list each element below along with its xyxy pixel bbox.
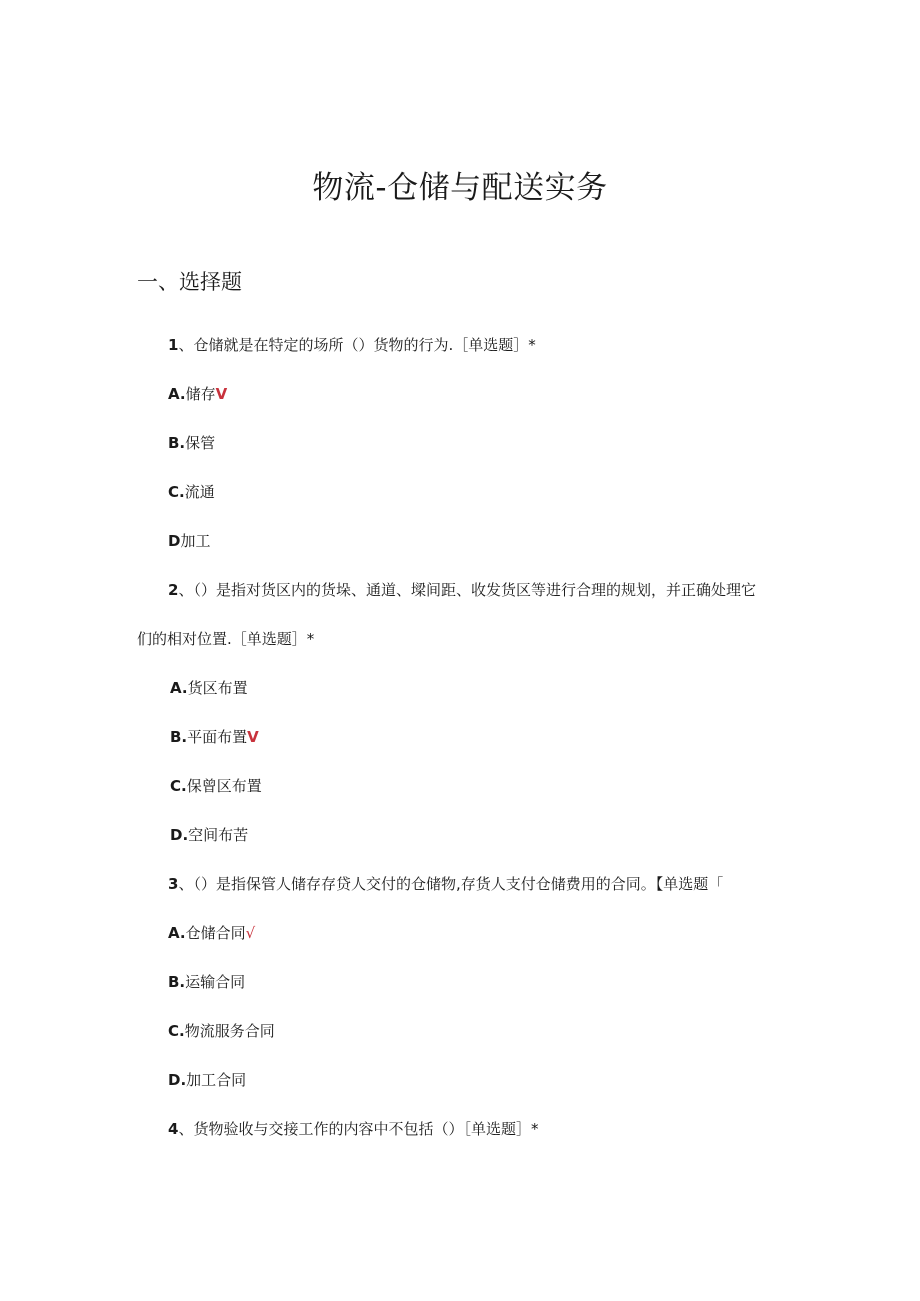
question-2 xyxy=(168,579,756,601)
option-1c xyxy=(168,481,215,503)
option-text: 保曾区布置 xyxy=(186,777,262,795)
option-letter: D xyxy=(168,532,181,550)
option-letter: A. xyxy=(168,924,186,942)
option-text: 平面布置 xyxy=(187,728,248,746)
option-text: 保管 xyxy=(185,434,216,452)
option-1b xyxy=(168,432,215,454)
option-text: 储存 xyxy=(185,385,216,403)
question-text: 、货物验收与交接工作的内容中不包括（）［单选题］* xyxy=(178,1120,539,1138)
question-4 xyxy=(168,1118,538,1140)
option-text: 物流服务合同 xyxy=(184,1022,275,1040)
option-text: 加工 xyxy=(180,532,211,550)
correct-mark-icon: √ xyxy=(245,924,256,942)
question-number: 3 xyxy=(168,875,179,893)
option-3a xyxy=(168,922,255,944)
option-letter: C. xyxy=(170,777,187,795)
option-text: 流通 xyxy=(184,483,215,501)
option-letter: C. xyxy=(168,1022,185,1040)
option-1d xyxy=(168,530,210,552)
option-text: 货区布置 xyxy=(187,679,248,697)
option-letter: D. xyxy=(168,1071,187,1089)
question-number: 2 xyxy=(168,581,179,599)
option-1a xyxy=(168,383,227,405)
option-text: 仓储合同 xyxy=(185,924,246,942)
option-letter: D. xyxy=(170,826,189,844)
question-number: 1 xyxy=(168,336,179,354)
option-2a xyxy=(170,677,248,699)
correct-mark-icon: V xyxy=(247,728,259,746)
option-letter: A. xyxy=(168,385,186,403)
question-1 xyxy=(168,334,536,356)
question-number: 4 xyxy=(168,1120,179,1138)
option-letter: B. xyxy=(168,434,186,452)
option-text: 运输合同 xyxy=(185,973,246,991)
option-2d xyxy=(170,824,248,846)
option-letter: B. xyxy=(168,973,186,991)
option-text: 加工合同 xyxy=(186,1071,247,1089)
section-heading: 一、选择题 xyxy=(137,270,242,294)
page-title: 物流-仓储与配送实务 xyxy=(312,170,608,206)
question-text: 、（）是指保管人储存存贷人交付的仓储物,存货人支付仓储费用的合同。【单选题「 xyxy=(178,875,724,893)
option-3d xyxy=(168,1069,246,1091)
option-3b xyxy=(168,971,245,993)
option-text: 空间布苦 xyxy=(188,826,249,844)
option-2c xyxy=(170,775,262,797)
option-2b xyxy=(170,726,259,748)
question-text: 、（）是指对货区内的货垛、通道、墚间距、收发货区等进行合理的规划，并正确处理它 xyxy=(178,581,756,599)
question-text: 们的相对位置.［单选题］* xyxy=(137,630,315,648)
option-letter: A. xyxy=(170,679,188,697)
correct-mark-icon: V xyxy=(215,385,228,403)
option-letter: B. xyxy=(170,728,188,746)
question-text: 、仓储就是在特定的场所（）货物的行为.［单选题］* xyxy=(178,336,536,354)
option-3c xyxy=(168,1020,275,1042)
question-3 xyxy=(168,873,723,895)
question-2-continued xyxy=(137,628,314,650)
option-letter: C. xyxy=(168,483,185,501)
